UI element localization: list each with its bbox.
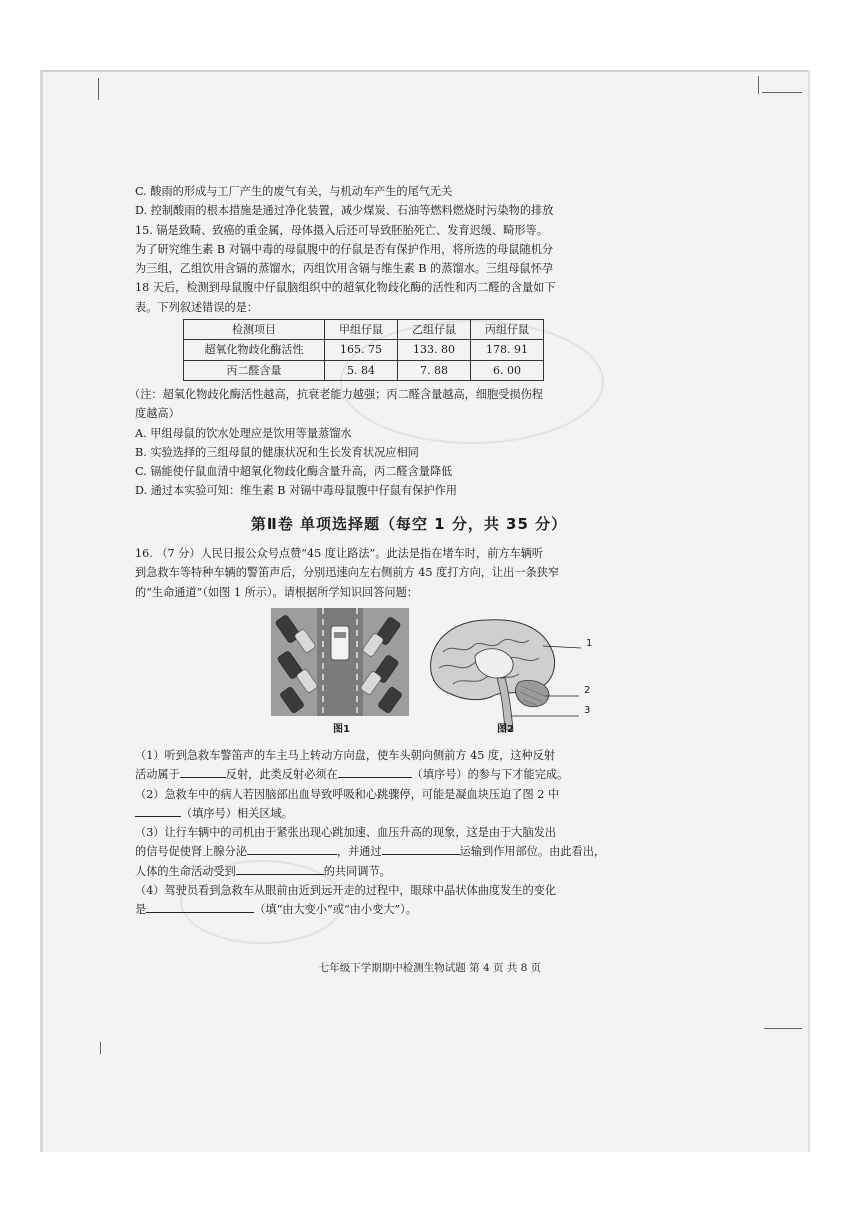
text-span: 反射，此类反射必须在 — [225, 768, 338, 782]
answer-blank[interactable] — [382, 842, 460, 855]
table-cell: 133. 80 — [398, 340, 471, 360]
text-line: 为了研究维生素 B 对镉中毒的母鼠腹中的仔鼠是否有保护作用，将所选的母鼠随机分 — [135, 242, 554, 256]
figure-2-label-3: 3 — [584, 704, 591, 716]
table-note: （注：超氧化物歧化酶活性越高，抗衰老能力越强；丙二醛含量越高，细胞受损伤程 — [129, 387, 543, 401]
text-line: D. 控制酸雨的根本措施是通过净化装置，减少煤炭、石油等燃料燃烧时污染物的排放 — [135, 204, 554, 218]
text-span: 是 — [135, 903, 147, 917]
sub-question-1: （1）听到急救车警笛声的车主马上转动方向盘，使车头朝向侧前方 45 度，这种反射 — [135, 748, 556, 762]
sub-question-4-cont — [135, 900, 683, 919]
table-cell: 178. 91 — [471, 340, 544, 360]
sub-question-4: （4）驾驶员看到急救车从眼前由近到远开走的过程中，眼球中晶状体曲度发生的变化 — [135, 884, 557, 898]
table-header-cell: 乙组仔鼠 — [398, 320, 471, 340]
table-cell: 165. 75 — [325, 340, 398, 360]
scan-mark — [100, 1042, 101, 1054]
table-header-cell: 丙组仔鼠 — [471, 320, 544, 340]
text-line: 为三组，乙组饮用含镉的蒸馏水，丙组饮用含镉与维生素 B 的蒸馏水。三组母鼠怀孕 — [135, 262, 554, 276]
text-span: 人体的生命活动受到 — [135, 864, 236, 878]
scan-edge-right — [808, 70, 810, 1152]
text-line: 表。下列叙述错误的是： — [135, 300, 259, 314]
text-span: 运输到作用部位。由此看出， — [459, 845, 606, 859]
table-cell: 6. 00 — [471, 360, 544, 380]
text-span: ，并通过 — [336, 845, 382, 859]
table-note: 度越高） — [135, 407, 180, 421]
table-cell: 丙二醛含量 — [184, 360, 325, 380]
table-cell: 7. 88 — [398, 360, 471, 380]
table-cell: 超氧化物歧化酶活性 — [184, 340, 325, 360]
text-line: 的“生命通道”（如图 1 所示）。请根据所学知识回答问题： — [135, 585, 418, 599]
page-footer: 七年级下学期期中检测生物试题 第 4 页 共 8 页 — [318, 962, 542, 974]
table-header-row — [184, 320, 544, 340]
table-row — [184, 360, 544, 380]
scan-edge-left — [40, 70, 43, 1152]
figures-area — [135, 608, 683, 808]
text-line: C. 酸雨的形成与工厂产生的废气有关，与机动车产生的尾气无关 — [135, 185, 453, 198]
sub-question-3-cont — [135, 842, 683, 861]
text-span: （填序号）的参与下才能完成。 — [411, 768, 569, 782]
question-15-line: 15. 镉是致畸、致癌的重金属，母体摄入后还可导致胚胎死亡、发育迟缓、畸形等。 — [135, 223, 548, 237]
text-span: 活动属于 — [135, 768, 180, 782]
text-span: （填序号）相关区域。 — [181, 806, 293, 820]
figure-2-label-1: 1 — [586, 637, 593, 649]
answer-blank[interactable] — [247, 842, 337, 855]
option-b: B. 实验选择的三组母鼠的健康状况和生长发育状况应相同 — [135, 445, 419, 459]
figure-1-traffic-image — [271, 608, 409, 716]
table-header-cell: 甲组仔鼠 — [325, 320, 398, 340]
results-table — [183, 319, 544, 381]
option-c: C. 镉能使仔鼠血清中超氧化物歧化酶含量升高，丙二醛含量降低 — [135, 465, 453, 479]
text-line: 18 天后，检测到母鼠腹中仔鼠脑组织中的超氧化物歧化酶的活性和丙二醛的含量如下 — [135, 281, 556, 295]
section-title: 第Ⅱ卷 单项选择题（每空 1 分，共 35 分） — [250, 514, 568, 533]
sub-question-2: （2）急救车中的病人若因脑部出血导致呼吸和心跳骤停，可能是凝血块压迫了图 2 中 — [135, 787, 560, 801]
table-row — [184, 340, 544, 360]
table-header-cell: 检测项目 — [184, 320, 325, 340]
text-span: 的共同调节。 — [323, 864, 391, 878]
figure-2-brain-diagram — [423, 612, 593, 732]
scan-mark — [764, 1028, 802, 1029]
answer-blank[interactable] — [146, 900, 254, 913]
sub-question-3: （3）让行车辆中的司机由于紧张出现心跳加速、血压升高的现象，这是由于大脑发出 — [135, 826, 557, 840]
option-d: D. 通过本实验可知：维生素 B 对镉中毒母鼠腹中仔鼠有保护作用 — [135, 484, 457, 498]
answer-blank[interactable] — [236, 862, 324, 875]
table-cell: 5. 84 — [325, 360, 398, 380]
text-span: （填“由大变小”或“由小变大”）。 — [254, 903, 417, 917]
option-a: A. 甲组母鼠的饮水处理应是饮用等量蒸馏水 — [135, 426, 352, 440]
scan-edge-top — [40, 70, 810, 72]
figure-1-caption: 图1 — [333, 723, 350, 735]
figure-2-caption: 图2 — [497, 723, 514, 735]
scan-mark — [762, 92, 802, 93]
figure-2-label-2: 2 — [584, 684, 591, 696]
sub-question-3-cont2 — [135, 862, 683, 881]
text-line: 到急救车等特种车辆的警笛声后，分别迅速向左右侧前方 45 度打方向，让出一条狭窄 — [135, 566, 560, 580]
scan-mark — [98, 78, 99, 100]
page-content — [129, 182, 683, 920]
text-span: 的信号促使肾上腺分泌 — [135, 845, 247, 859]
scan-mark — [758, 76, 759, 94]
question-16-line: 16. （7 分）人民日报公众号点赞“45 度让路法”。此法是指在堵车时，前方车辆听 — [135, 547, 544, 561]
